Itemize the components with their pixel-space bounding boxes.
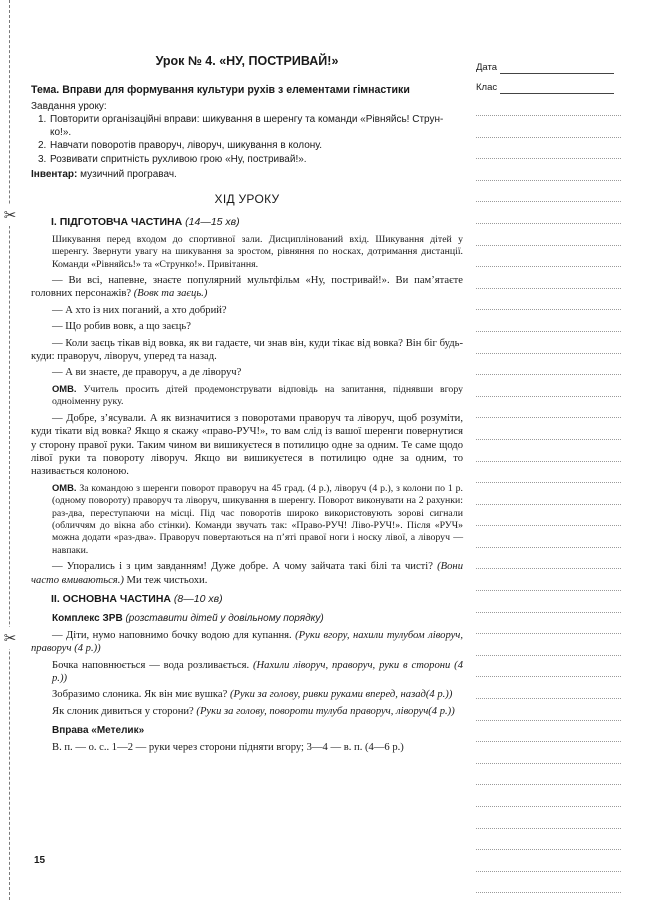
- list-item-number: 1.: [38, 114, 47, 126]
- date-field[interactable]: [476, 60, 621, 80]
- note-line: [476, 266, 621, 267]
- note-line: [476, 763, 621, 764]
- exercise-paragraph: [31, 705, 463, 718]
- note-line: [476, 158, 621, 159]
- note-line: [476, 482, 621, 483]
- butterfly-exercise-text: В. п. — о. с.. 1—2 — руки через сторони підняти вгору; 3—4 — в. п. (4—6 р.): [52, 741, 404, 753]
- note-line: [476, 633, 621, 634]
- note-line: [476, 331, 621, 332]
- tasks-heading: Завдання уроку:: [31, 100, 107, 112]
- method-note-label: ОМВ.: [52, 481, 77, 493]
- note-line: [476, 309, 621, 310]
- note-line: [476, 892, 621, 893]
- lesson-title: Урок № 4. «НУ, ПОСТРИВАЙ!»: [155, 54, 339, 68]
- note-line: [476, 720, 621, 721]
- dialogue-paragraph: — Що робив вовк, а що заєць?: [52, 321, 191, 333]
- method-note-label: ОМВ.: [52, 382, 77, 394]
- note-line: [476, 547, 621, 548]
- method-note-text: За командою з шеренги поворот праворуч на 45 град. (4 р.), ліворуч (4 р.), з колони по 1 р. (одному повороту) праворуч та ліворуч, шикування в шеренгу. Поворот виконувати на 2 рахунки: раз-два, переступаючи на місці. Під час поворотів широко використовують зорові сигнали (обличчям до вікна або стінки). Команди звучать так: «Право-РУЧ! Ліво-РУЧ!». Після «РУЧ» можна додати «раз-два». Праворуч повертаються на п’яті правої ноги і носку лівої, а ліворуч — навпаки.: [52, 482, 463, 556]
- note-line: [476, 698, 621, 699]
- list-item-text: Навчати поворотів праворуч, ліворуч, шикування в колону.: [50, 140, 323, 152]
- exercise-instruction: (Нахили ліворуч, праворуч, руки в сторони (4 р.)): [52, 659, 464, 684]
- note-line: [476, 568, 621, 569]
- notes-lines: [476, 115, 621, 893]
- dialogue-text: — Упорались і з цим завданням! Дуже добре. А чому зайчата такі білі та чисті?: [52, 561, 433, 573]
- method-note: [52, 383, 463, 409]
- page-number: 15: [34, 855, 46, 866]
- note-line: [476, 223, 621, 224]
- note-line: [476, 590, 621, 591]
- note-line: [476, 849, 621, 850]
- class-label: Клас: [476, 82, 498, 93]
- class-field[interactable]: [476, 80, 621, 100]
- note-line: [476, 353, 621, 354]
- section-title: II. ОСНОВНА ЧАСТИНА: [51, 592, 171, 605]
- date-line: [500, 73, 614, 74]
- dialogue-paragraph: — А ви знаєте, де праворуч, а де ліворуч?: [52, 367, 242, 379]
- complex-label: Комплекс ЗРВ: [52, 613, 123, 625]
- section-heading-preparatory: [51, 216, 463, 229]
- dialogue-text: — Ви всі, напевне, знаєте популярний мультфільм «Ну, постривай!». Ви пам’ятаєте головних персонажів?: [31, 275, 463, 300]
- cut-line: [9, 0, 10, 900]
- note-line: [476, 201, 621, 202]
- section-time: (14—15 хв): [185, 216, 240, 229]
- note-line: [476, 374, 621, 375]
- dialogue-text: Ми теж чистьохи.: [126, 574, 208, 586]
- teacher-note: Шикування перед входом до спортивної зали. Дисциплінований вхід. Шикування дітей у шеренгу. Звернути увагу на шикування за зростом, рівняння по носках, дотримання дистанції. Команди «Рівняйсь!» та «Струнко!». Привітання.: [52, 233, 463, 270]
- exercise-text: Бочка наповнюється — вода розливається.: [52, 659, 250, 671]
- exercise-text: Як слоник дивиться у сторони?: [52, 705, 194, 717]
- note-line: [476, 612, 621, 613]
- list-item-number: 3.: [38, 154, 47, 165]
- scissors-icon: ✂: [1, 204, 19, 226]
- note-line: [476, 115, 621, 116]
- exercise-complex-heading: [52, 612, 463, 625]
- inventory-text: музичний програвач.: [80, 168, 177, 180]
- exercise-text: — Діти, нумо наповнимо бочку водою для купання.: [52, 629, 292, 641]
- list-item-text: Повторити організаційні вправи: шикування в шеренгу та команди «Рівняйсь! Струн-ко!».: [50, 114, 444, 138]
- note-line: [476, 806, 621, 807]
- note-line: [476, 676, 621, 677]
- section-title: I. ПІДГОТОВЧА ЧАСТИНА: [51, 216, 183, 229]
- note-line: [476, 461, 621, 462]
- note-line: [476, 245, 621, 246]
- lesson-content: [31, 55, 463, 757]
- section-time: (8—10 хв): [173, 592, 223, 605]
- topic-label: Тема.: [31, 84, 60, 97]
- note-line: [476, 180, 621, 181]
- method-note-text: Учитель просить дітей продемонструвати відповідь на запитання, піднявши вгору одноіменну руку.: [52, 383, 463, 408]
- inventory-label: Інвентар:: [31, 168, 78, 180]
- list-item: [31, 114, 463, 139]
- note-line: [476, 871, 621, 872]
- exercise-paragraph: [31, 688, 463, 701]
- dialogue-paragraph: [31, 560, 463, 587]
- lesson-topic: [31, 84, 463, 97]
- complex-note: (розставити дітей у довільному порядку): [125, 613, 324, 625]
- list-item-text: Розвивати спритність рухливою грою «Ну, постривай!».: [50, 154, 307, 165]
- exercise-text: Зобразимо слоника. Як він миє вушка?: [52, 689, 228, 701]
- date-label: Дата: [476, 62, 498, 73]
- note-line: [476, 288, 621, 289]
- note-line: [476, 784, 621, 785]
- note-line: [476, 396, 621, 397]
- exercise-instruction: (Руки вгору, нахили тулубом ліворуч, праворуч (4 р.)): [31, 629, 464, 655]
- butterfly-exercise-heading: Вправа «Метелик»: [52, 725, 145, 737]
- list-item: [31, 140, 463, 153]
- note-line: [476, 439, 621, 440]
- dialogue-paragraph: — Добре, з’ясували. А як визначитися з поворотами праворуч та ліворуч, щоб розуміти, куди тікати від вовка? Якщо я скажу «право-РУЧ!», то вам слід із вашої шеренги повернутися у сторону правої руки. Таким чином ви вишикуєтеся в потилицю одне за одним. Те саме щодо лівої руки та повороту ліворуч. Якщо ви вишикуєтеся в потилицю одне за одним, то називається колоною.: [31, 412, 463, 478]
- exercise-instruction: (Руки за голову, ривки руками вперед, назад(4 р.)): [229, 689, 453, 701]
- section-heading-main: [51, 593, 463, 606]
- dialogue-paragraph: [31, 274, 463, 301]
- note-line: [476, 417, 621, 418]
- dialogue-paragraph: — Коли заєць тікав від вовка, як ви гадаєте, чи знав він, куди тікає від вовка? Він біг будь-куди: праворуч, ліворуч, уперед та назад.: [31, 337, 463, 363]
- dialogue-answer: (Вовк та заєць.): [133, 288, 208, 300]
- note-line: [476, 504, 621, 505]
- note-line: [476, 655, 621, 656]
- note-line: [476, 525, 621, 526]
- dialogue-answer: (Вони часто вмиваються.): [31, 561, 463, 586]
- list-item-number: 2.: [38, 140, 47, 152]
- inventory: [31, 168, 463, 181]
- exercise-instruction: (Руки за голову, повороти тулуба праворуч, ліворуч(4 р.)): [196, 705, 455, 717]
- class-line: [500, 93, 614, 94]
- exercise-paragraph: [31, 659, 463, 686]
- method-note: [52, 482, 463, 557]
- note-line: [476, 828, 621, 829]
- note-line: [476, 741, 621, 742]
- list-item: [31, 154, 463, 167]
- notes-column: [476, 60, 621, 893]
- course-heading: ХІД УРОКУ: [214, 192, 280, 206]
- topic-text: Вправи для формування культури рухів з елементами гімнастики: [62, 84, 410, 97]
- tasks-list: [31, 114, 463, 166]
- dialogue-paragraph: — А хто із них поганий, а хто добрий?: [52, 304, 227, 316]
- note-line: [476, 137, 621, 138]
- scissors-icon: ✂: [1, 627, 19, 649]
- exercise-paragraph: [31, 629, 463, 656]
